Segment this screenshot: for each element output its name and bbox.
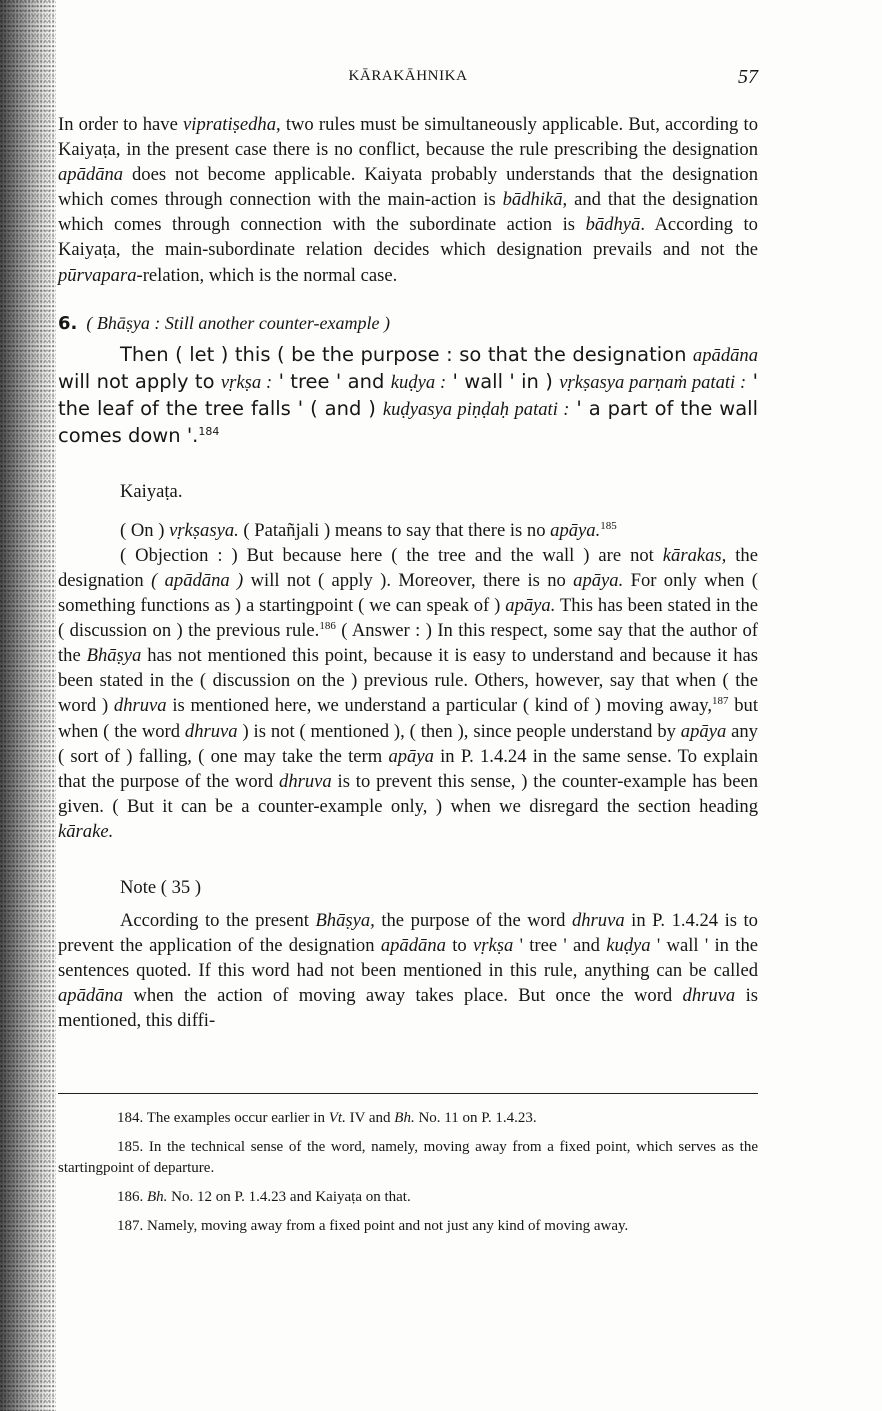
- book-page: [58, 0, 758, 1411]
- footnote-184: 184. The examples occur earlier in Vt. IV and Bh. No. 11 on P. 1.4.23.: [117, 1110, 537, 1126]
- footnote-186: 186. Bh. No. 12 on P. 1.4.23 and Kaiyaṭa on that.: [117, 1189, 411, 1205]
- note-paragraph: According to the present Bhāṣya, the purpose of the word dhruva in P. 1.4.24 is to prevent the application of the designation apādāna to vṛkṣa ' tree ' and kuḍya ' wall ' in the sentences quoted. If this word had not been mentioned in this rule, anything can be called apādāna when the action of moving away takes place. But once the word dhruva is mentioned, this diffi-: [58, 910, 758, 1032]
- running-title: KĀRAKĀHNIKA: [348, 68, 468, 84]
- note-heading: Note ( 35 ): [120, 876, 202, 898]
- footnotes: [58, 1108, 758, 1245]
- footnote-divider: [58, 1093, 758, 1094]
- kaiyata-paragraph-2: ( Objection : ) But because here ( the tree and the wall ) are not kārakas, the designation ( apādāna ) will not ( apply ). Moreover, there is no apāya. For only when ( something functions as ) a startingpoint ( we can speak of ) apāya. This has been stated in the ( discussion on ) the previous rule.$^{186}$ ( Answer : ) In this respect, some say that the author of the Bhāṣya has not mentioned this point, because it is easy to understand and because it has been stated in the ( discussion on the ) previous rule. Others, however, say that when ( the word ) dhruva is mentioned here, we understand a particular ( kind of ) moving away,$^{187}$ but when ( the word dhruva ) is not ( mentioned ), ( then ), since people understand by apāya any ( sort of ) falling, ( one may take the term apāya in P. 1.4.24 in the same sense. To explain that the purpose of the word dhruva is to prevent this sense, ) the counter-example has been given. ( But it can be a counter-example only, ) when we disregard the section heading kārake.: [58, 544, 759, 842]
- footnote-187: 187. Namely, moving away from a fixed point and not just any kind of moving away.: [117, 1218, 629, 1234]
- kaiyata-paragraph-1: ( On ) vṛkṣasya. ( Patañjali ) means to say that there is no apāya.$^{185}$: [120, 519, 617, 541]
- footnote-185: 185. In the technical sense of the word, namely, moving away from a fixed point, which serves as the startingpoint of departure.: [58, 1139, 758, 1176]
- footnote-ref-187: 187: [711, 695, 729, 708]
- book-spine-shadow: [0, 0, 56, 1411]
- page-number: 57: [738, 66, 758, 88]
- footnote-ref-185: 185: [600, 519, 617, 532]
- main-text: [58, 112, 758, 1034]
- section-heading: [58, 311, 758, 336]
- kaiyata-heading: Kaiyaṭa.: [120, 480, 183, 502]
- footnote-ref-184: 184: [198, 424, 220, 438]
- section-title: ( Bhāṣya : Still another counter-example ): [86, 312, 390, 333]
- intro-paragraph: In order to have vipratiṣedha, two rules must be simultaneously applicable. But, according to Kaiyaṭa, in the present case there is no conflict, because the rule prescribing the designation apādāna does not become applicable. Kaiyata probably understands that the designation which comes through connection with the main-action is bādhikā, and that the designation which comes through connection with the subordinate action is bādhyā. According to Kaiyaṭa, the main-subordinate relation decides which designation prevails and not the pūrvapara-relation, which is the normal case.: [58, 114, 758, 286]
- bhasya-paragraph: Then ( let ) this ( be the purpose : so that the designation apādāna will not apply to vṛkṣa : ' tree ' and kuḍya : ' wall ' in ) vṛkṣasya parṇaṁ patati : ' the leaf of the tree falls ' ( and ) kuḍyasya piṇḍaḥ patati : ' a part of the wall comes down '.$^{184}$: [58, 342, 759, 447]
- section-number: 6.: [58, 312, 78, 334]
- footnote-ref-186: 186: [319, 620, 336, 633]
- page-header: [58, 66, 758, 96]
